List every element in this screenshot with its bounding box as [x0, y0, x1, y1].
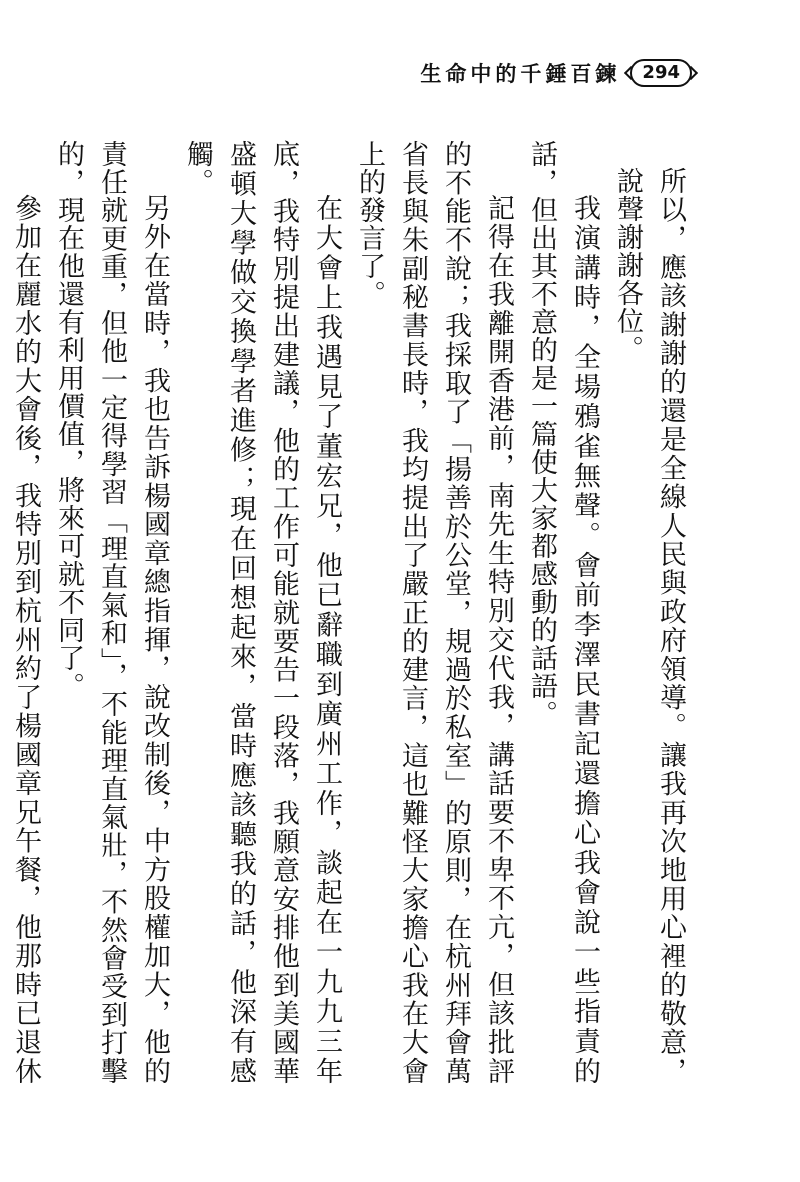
vertical-text-body: [0, 140, 692, 1085]
book-title: 生命中的千錘百鍊: [420, 62, 621, 86]
paragraph-1: 所以，應該謝謝的還是全線人民與政府領導。讓我再次地用心裡的敬意，說聲謝謝各位。: [612, 167, 686, 1085]
paragraph-6: 參加在麗水的大會後，我特別到杭州約了楊國章兄午餐，他那時已退休: [10, 194, 41, 1085]
paragraph-3: 記得在我離開香港前，南先生特別交代我，講話要不卑不亢，但該批評的不能不說；我採取了「揚善於公堂，規過於私室」的原則，在杭州拜會萬省長與朱副秘書長時，我均提出了嚴正的建言，這也難怪大家擔心我在大會上的發言了。: [354, 140, 514, 1085]
paragraph-2: 我演講時，全場鴉雀無聲。會前李澤民書記還擔心我會說一些指責的話，但出其不意的是一篇使大家都感動的話語。: [526, 140, 600, 1085]
running-header: [420, 58, 692, 88]
page-number: 294: [630, 59, 692, 87]
paragraph-4: 在大會上我遇見了董宏兄，他已辭職到廣州工作，談起在一九九三年底，我特別提出建議，他的工作可能就要告一段落，我願意安排他到美國華盛頓大學做交換學者進修；現在回想起來，當時應該聽我的話，他深有感觸。: [182, 140, 342, 1085]
paragraph-5: 另外在當時，我也告訴楊國章總指揮，說改制後，中方股權加大，他的責任就更重，但他一定得學習「理直氣和」，不能理直氣壯，不然會受到打擊的，現在他還有利用價值，將來可就不同了。: [53, 140, 170, 1085]
